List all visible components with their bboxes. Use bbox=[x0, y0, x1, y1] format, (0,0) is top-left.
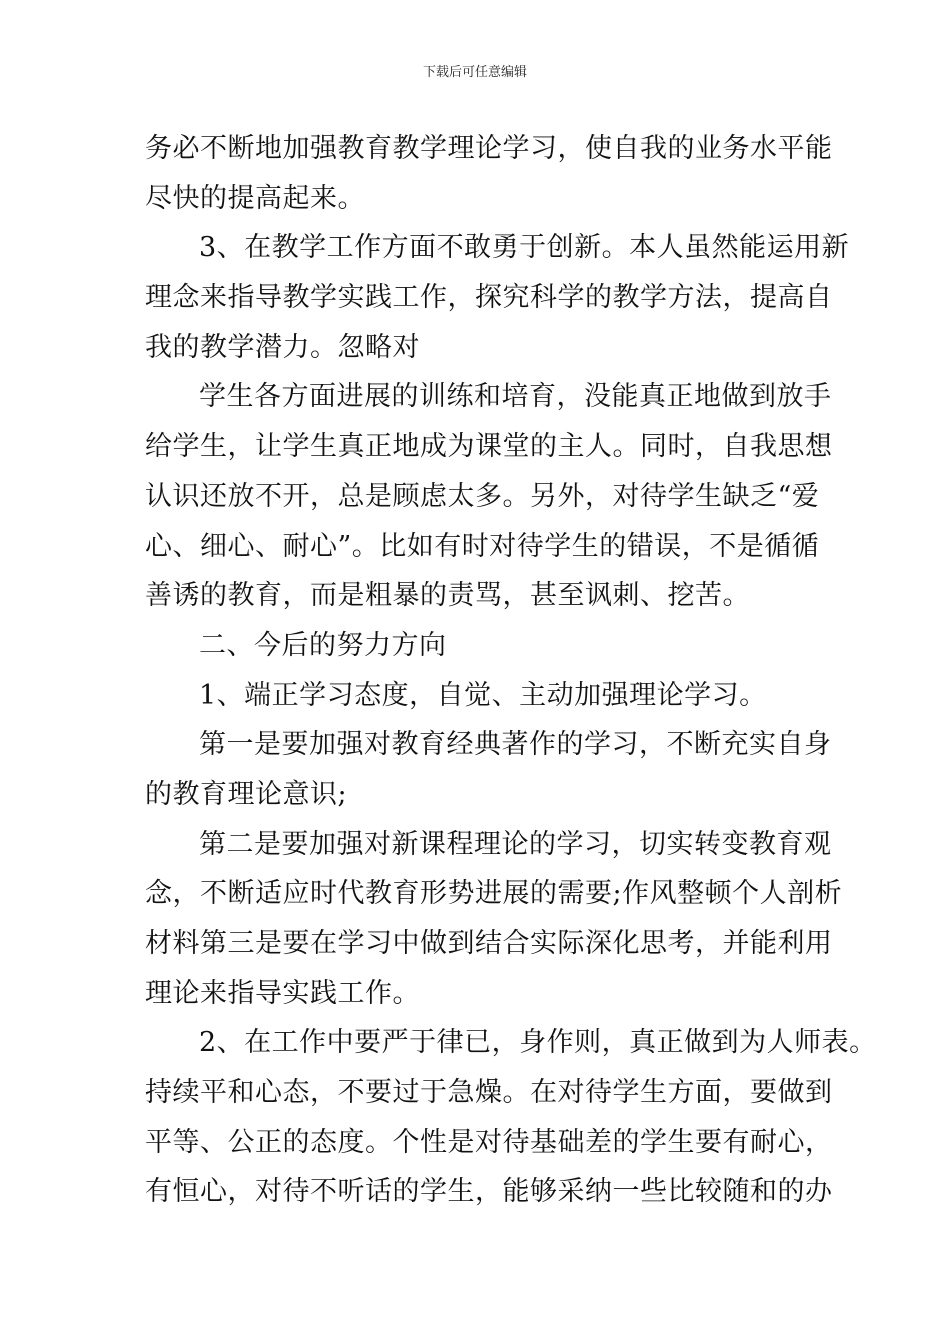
text-line: 2、在工作中要严于律已，身作则，真正做到为人师表。 bbox=[199, 1027, 877, 1059]
text-line: 心、细心、耐心”。比如有时对待学生的错误，不是循循 bbox=[145, 530, 820, 562]
text-line: 念，不断适应时代教育形势进展的需要;作风整顿个人剖析 bbox=[145, 878, 843, 910]
text-line: 尽快的提高起来。 bbox=[145, 182, 365, 214]
text-line: 3、在教学工作方面不敢勇于创新。本人虽然能运用新 bbox=[199, 232, 850, 264]
text-line: 有恒心，对待不听话的学生，能够采纳一些比较随和的办 bbox=[145, 1176, 833, 1208]
text-line: 1、端正学习态度，自觉、主动加强理论学习。 bbox=[199, 679, 767, 711]
text-line: 第二是要加强对新课程理论的学习，切实转变教育观 bbox=[199, 828, 832, 860]
text-line: 学生各方面进展的训练和培育，没能真正地做到放手 bbox=[199, 381, 832, 413]
text-line: 认识还放不开，总是顾虑太多。另外，对待学生缺乏“爱 bbox=[145, 480, 820, 512]
text-line: 理论来指导实践工作。 bbox=[145, 977, 420, 1009]
text-line: 务必不断地加强教育教学理论学习，使自我的业务水平能 bbox=[145, 133, 833, 164]
text-line: 理念来指导教学实践工作，探究科学的教学方法，提高自 bbox=[145, 282, 833, 314]
text-line: 第一是要加强对教育经典著作的学习，不断充实自身 bbox=[199, 729, 832, 761]
text-line: 我的教学潜力。忽略对 bbox=[145, 331, 420, 363]
text-line: 给学生，让学生真正地成为课堂的主人。同时，自我思想 bbox=[145, 431, 833, 463]
text-line: 持续平和心态，不要过于急燥。在对待学生方面，要做到 bbox=[145, 1077, 833, 1109]
section-heading: 二、今后的努力方向 bbox=[199, 629, 447, 661]
text-line: 善诱的教育，而是粗暴的责骂，甚至讽刺、挖苦。 bbox=[145, 580, 750, 612]
text-line: 的教育理论意识; bbox=[145, 778, 348, 810]
text-line: 平等、公正的态度。个性是对待基础差的学生要有耐心， bbox=[145, 1126, 833, 1158]
page-header: 下载后可任意编辑 bbox=[422, 65, 527, 80]
text-line: 材料第三是要在学习中做到结合实际深化思考，并能利用 bbox=[145, 928, 833, 959]
body-text bbox=[145, 124, 877, 1217]
